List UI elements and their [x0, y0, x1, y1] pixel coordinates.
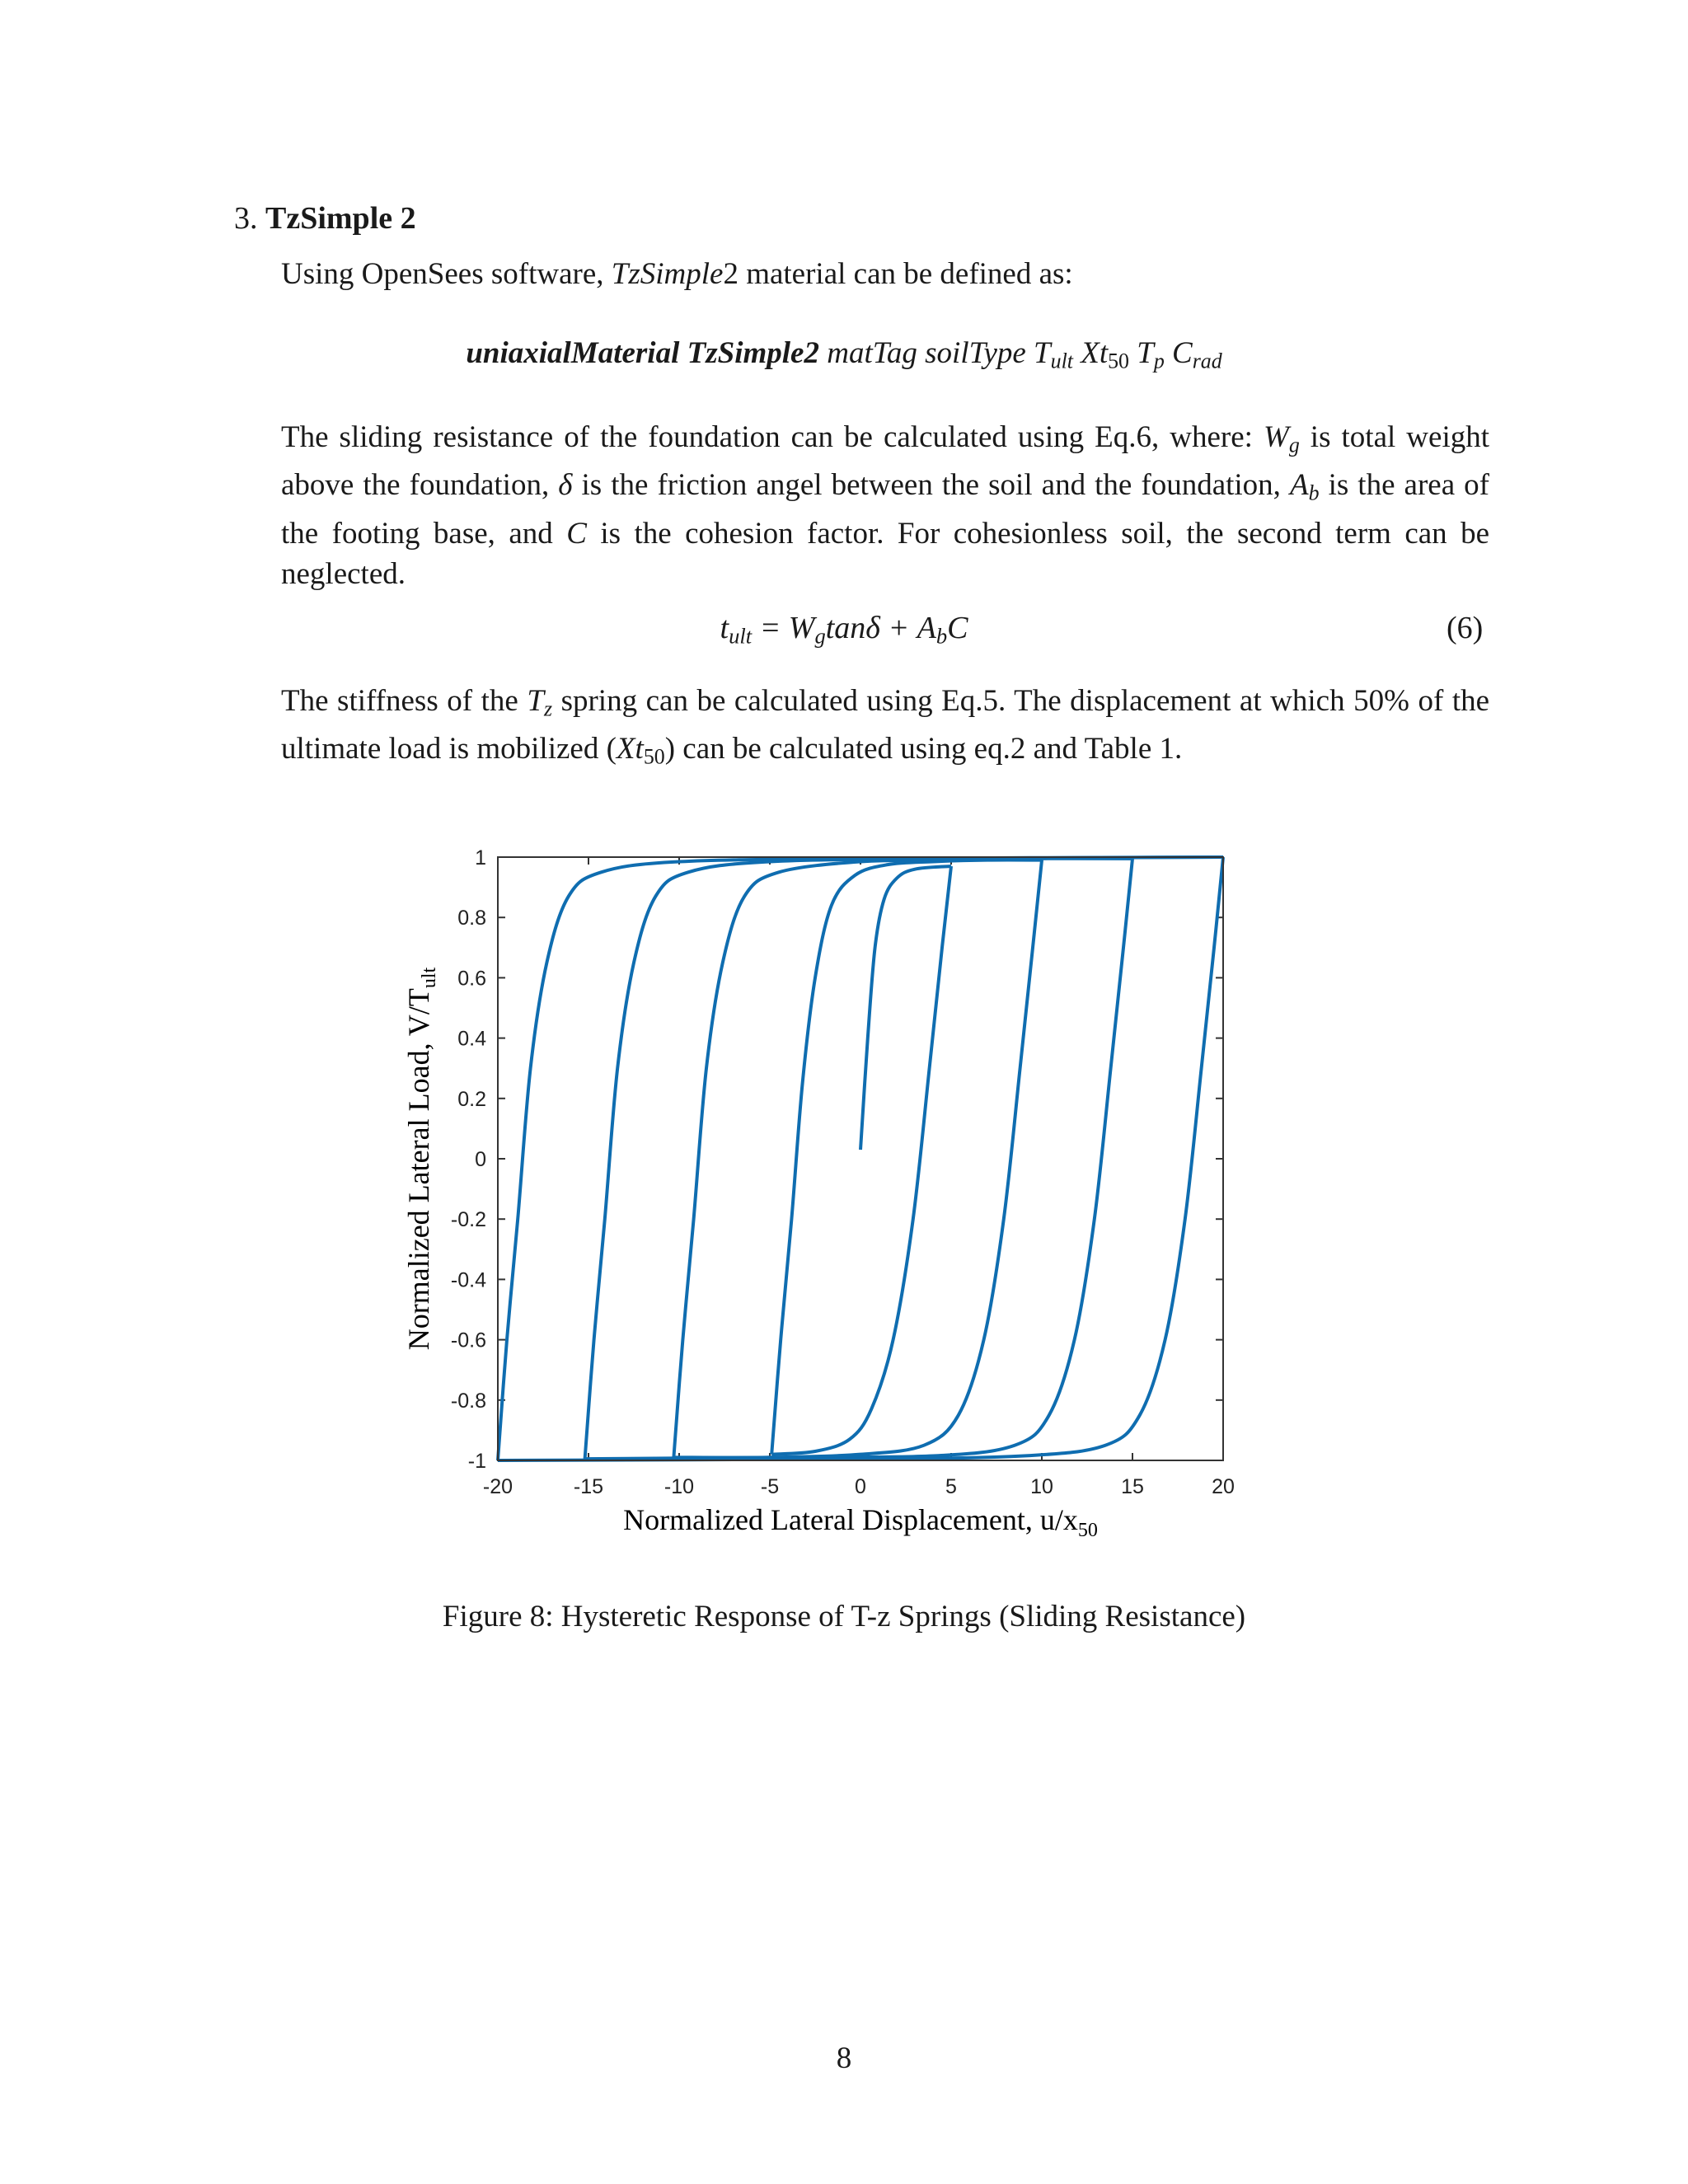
intro-prefix: Using OpenSees software, [281, 257, 604, 291]
x-tick-label: -20 [482, 1475, 513, 1498]
p1-text-e: is the cohesion factor. For cohesionless soil, the second term can be neglected. [281, 516, 1490, 591]
hysteresis-branch-9 [498, 857, 1223, 1460]
eq-lhs: t [720, 611, 729, 645]
y-tick-label: 0.4 [457, 1027, 486, 1051]
y-tick-label: 1 [475, 846, 486, 869]
hysteresis-branch-3 [771, 860, 1042, 1455]
p1-text-d: is the area of the footing base, and [281, 468, 1490, 551]
eq-rhs1: = W [759, 611, 815, 645]
x-tick-label: -15 [573, 1475, 604, 1498]
y-tick-label: -1 [467, 1450, 486, 1473]
equation-number: (6) [1447, 611, 1484, 645]
hysteresis-branch-1 [860, 866, 951, 1150]
p2-x-sub: 50 [643, 744, 665, 769]
y-tick-label: -0.6 [450, 1329, 486, 1352]
p1-wg-sub: g [1288, 433, 1300, 457]
p2-text-c: ) can be calculated using eq.2 and Table 1. [664, 732, 1183, 766]
p1-c: C [566, 516, 587, 551]
x-tick-label: 0 [855, 1475, 866, 1498]
p2-tz-sub: z [543, 696, 553, 721]
p2-text-a: The stiffness of the [281, 684, 518, 718]
p1-text-c: is the friction angel between the soil and the foundation, [581, 468, 1281, 503]
p1-ab-sub: b [1308, 480, 1320, 505]
y-tick-label: 0 [475, 1148, 486, 1171]
command-x: Xt [1081, 336, 1109, 370]
p2-x: Xt [616, 732, 644, 766]
x-axis-label: Normalized Lateral Displacement, $u/x_{50}$ [623, 1503, 1098, 1541]
figure-caption: Figure 8: Hysteretic Response of T-z Springs (Sliding Resistance) [442, 1600, 1246, 1633]
hysteresis-branch-2 [771, 866, 951, 1455]
y-tick-label: 0.6 [457, 967, 486, 991]
command-t-sub: ult [1050, 349, 1073, 373]
eq-rhs2: tanδ + A [825, 611, 936, 645]
command-x-sub: 50 [1108, 349, 1129, 373]
eq-rhs2-sub: b [935, 623, 948, 649]
y-tick-label: 0.2 [457, 1087, 486, 1111]
p2-tz: T [527, 684, 544, 718]
x-tick-label: 5 [945, 1475, 957, 1498]
command-tp: T [1137, 336, 1154, 370]
p1-ab: A [1289, 468, 1309, 503]
command-tp-sub: p [1153, 349, 1165, 373]
p2-text-b: spring can be calculated using Eq.5. The displacement at which 50% of the ultimate load is mobilized ( [281, 684, 1490, 766]
hysteresis-branch-6 [585, 859, 1132, 1459]
eq-rhs1-sub: g [814, 623, 826, 649]
p1-text-a: The sliding resistance of the foundation can be calculated using Eq.6, where: [281, 420, 1253, 454]
x-tick-label: 20 [1212, 1475, 1235, 1498]
p1-text-b: is total weight above the foundation, [281, 420, 1489, 503]
y-tick-label: 0.8 [457, 907, 486, 930]
plot-frame [498, 857, 1223, 1460]
eq-rhs3: C [947, 611, 968, 645]
material-number: 2 [723, 257, 738, 291]
x-tick-label: 10 [1030, 1475, 1053, 1498]
command-t: T [1034, 336, 1051, 370]
intro-suffix: material can be defined as: [746, 257, 1073, 291]
hysteresis-branch-8 [498, 857, 1223, 1460]
x-tick-label: -10 [663, 1475, 695, 1498]
section-number: 3. [234, 201, 258, 236]
command-keyword: uniaxialMaterial TzSimple2 [466, 336, 819, 370]
y-tick-label: -0.2 [450, 1208, 486, 1232]
p1-wg: W [1263, 420, 1289, 454]
hysteresis-branch-5 [673, 859, 1132, 1458]
x-tick-label: -5 [760, 1475, 780, 1498]
y-tick-label: -0.4 [450, 1268, 486, 1292]
section-title: TzSimple 2 [265, 201, 416, 236]
material-name: TzSimple [611, 257, 724, 291]
hysteresis-branch-4 [673, 860, 1042, 1458]
eq-lhs-sub: ult [729, 623, 753, 649]
command-args: matTag soilType [827, 336, 1026, 370]
command-c-sub: rad [1192, 349, 1222, 373]
x-tick-label: 15 [1121, 1475, 1144, 1498]
y-axis-label: Normalized Lateral Load, $V/T_{ult}$ [402, 967, 440, 1351]
p1-delta: δ [558, 468, 573, 503]
y-tick-label: -0.8 [450, 1389, 486, 1413]
command-c: C [1172, 336, 1193, 370]
page-number: 8 [836, 2041, 852, 2075]
